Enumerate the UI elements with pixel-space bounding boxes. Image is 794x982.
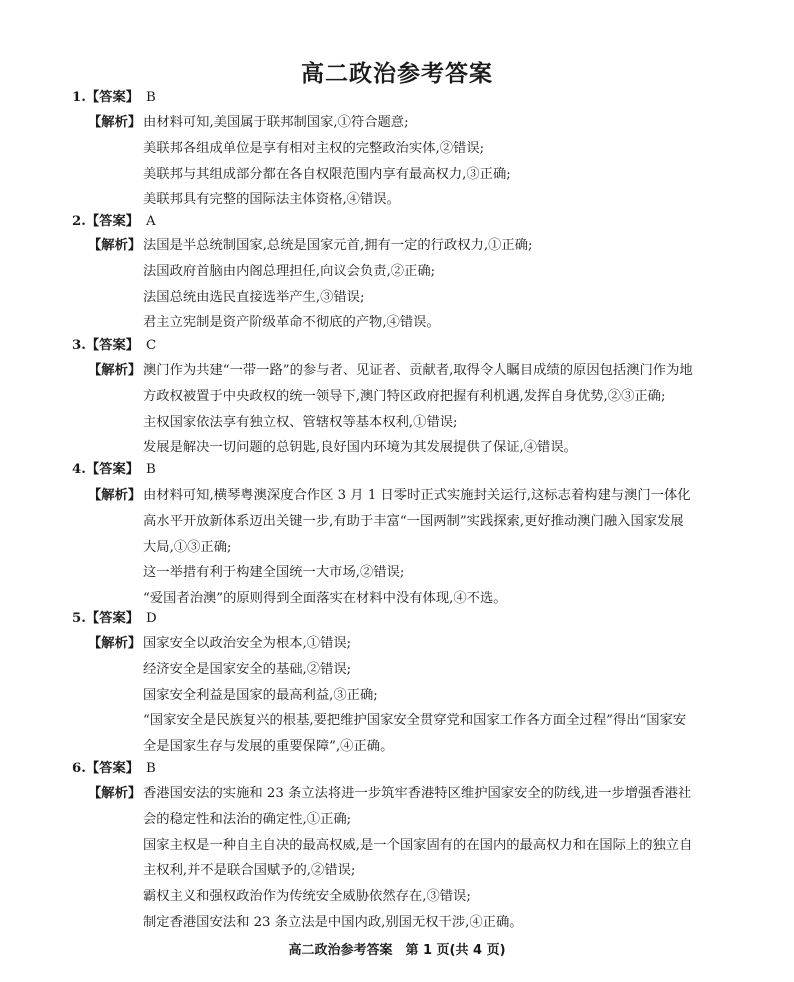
analysis-line: 由材料可知,美国属于联邦制国家,①符合题意; xyxy=(143,115,409,130)
analysis-label: 【解析】 xyxy=(88,238,142,253)
question-1-analysis xyxy=(88,110,754,213)
question-6-answer-row xyxy=(72,757,752,781)
analysis-line: 制定香港国安法和 23 条立法是中国内政,别国无权干涉,④正确。 xyxy=(143,914,523,930)
question-4-answer-row xyxy=(72,458,752,482)
analysis-label: 【解析】 xyxy=(88,786,142,801)
analysis-label: 【解析】 xyxy=(88,488,142,503)
analysis-label: 【解析】 xyxy=(88,636,142,651)
analysis-line: 方政权被置于中央政权的统一领导下,澳门特区政府把握有利机遇,发挥自身优势,②③正确; xyxy=(143,388,666,404)
page-title: 高二政治参考答案 xyxy=(301,61,493,87)
analysis-line: 由材料可知,横琴粤澳深度合作区 3 月 1 日零时正式实施封关运行,这标志着构建与澳门一体化 xyxy=(143,488,691,503)
answer-label: 【答案】 xyxy=(85,214,140,229)
analysis-line: 经济安全是国家安全的基础,②错误; xyxy=(143,661,352,677)
analysis-line: 法国政府首脑由内阁总理担任,向议会负责,②正确; xyxy=(143,263,436,279)
analysis-line: 发展是解决一切问题的总钥匙,良好国内环境为其发展提供了保证,④错误。 xyxy=(143,440,577,456)
analysis-line: 大局,①③正确; xyxy=(143,539,232,555)
answer-letter: D xyxy=(146,611,157,626)
analysis-line: 国家主权是一种自主自决的最高权威,是一个国家固有的在国内的最高权力和在国际上的独立自 xyxy=(143,837,693,853)
question-4-analysis xyxy=(88,483,754,612)
analysis-line: 香港国安法的实施和 23 条立法将进一步筑牢香港特区维护国家安全的防线,进一步增强香港社 xyxy=(143,786,692,801)
analysis-line: 美联邦与其组成部分都在各自权限范围内享有最高权力,③正确; xyxy=(143,166,511,182)
question-number: 4. xyxy=(72,462,86,477)
analysis-line: “国家安全是民族复兴的根基,要把维护国家安全贯穿党和国家工作各方面全过程”得出“国家安 xyxy=(143,713,687,729)
analysis-line: 霸权主义和强权政治作为传统安全威胁依然存在,③错误; xyxy=(143,889,471,905)
answer-letter: C xyxy=(146,338,157,353)
analysis-label: 【解析】 xyxy=(88,115,142,130)
analysis-line: 美联邦各组成单位是享有相对主权的完整政治实体,②错误; xyxy=(143,140,485,156)
answer-letter: B xyxy=(146,761,156,776)
question-number: 1. xyxy=(72,90,86,105)
question-5-analysis xyxy=(88,631,754,760)
analysis-line: 会的稳定性和法治的确定性,①正确; xyxy=(143,811,352,827)
analysis-line: 国家安全利益是国家的最高利益,③正确; xyxy=(143,687,378,703)
question-number: 6. xyxy=(72,761,86,776)
answer-label: 【答案】 xyxy=(85,90,140,105)
question-number: 3. xyxy=(72,338,86,353)
analysis-line: 君主立宪制是资产阶级革命不彻底的产物,④错误。 xyxy=(143,315,440,331)
question-2-answer-row xyxy=(72,210,752,234)
question-6-analysis xyxy=(88,781,754,936)
page-footer: 高二政治参考答案 第 1 页(共 4 页) xyxy=(288,943,506,958)
analysis-line: 法国是半总统制国家,总统是国家元首,拥有一定的行政权力,①正确; xyxy=(143,238,533,253)
analysis-line: 主权利,并不是联合国赋予的,②错误; xyxy=(143,863,356,879)
answer-letter: A xyxy=(146,214,156,229)
answer-label: 【答案】 xyxy=(85,761,140,776)
question-5-answer-row xyxy=(72,607,752,631)
analysis-line: 高水平开放新体系迈出关键一步,有助于丰富“一国两制”实践探索,更好推动澳门融入国家发展 xyxy=(143,513,684,529)
analysis-line: 国家安全以政治安全为根本,①错误; xyxy=(143,636,352,651)
question-number: 2. xyxy=(72,214,86,229)
analysis-label: 【解析】 xyxy=(88,363,142,378)
question-number: 5. xyxy=(72,611,86,626)
analysis-line: 主权国家依法享有独立权、管辖权等基本权利,①错误; xyxy=(143,414,458,430)
question-1-answer-row xyxy=(72,86,752,110)
analysis-line: 澳门作为共建“一带一路”的参与者、见证者、贡献者,取得令人瞩目成绩的原因包括澳门作为地 xyxy=(143,363,693,378)
answer-letter: B xyxy=(146,462,156,477)
question-2-analysis xyxy=(88,233,754,336)
answer-label: 【答案】 xyxy=(85,611,140,626)
analysis-line: 美联邦具有完整的国际法主体资格,④错误。 xyxy=(143,192,400,208)
analysis-line: 这一举措有利于构建全国统一大市场,②错误; xyxy=(143,565,405,581)
question-3-answer-row xyxy=(72,334,752,358)
answer-label: 【答案】 xyxy=(85,462,140,477)
analysis-line: 法国总统由选民直接选举产生,③错误; xyxy=(143,289,365,305)
analysis-line: 全是国家生存与发展的重要保障”,④正确。 xyxy=(143,739,394,755)
answer-label: 【答案】 xyxy=(85,338,140,353)
question-3-analysis xyxy=(88,358,754,461)
analysis-line: “爱国者治澳”的原则得到全面落实在材料中没有体现,④不选。 xyxy=(143,591,507,607)
answer-letter: B xyxy=(146,90,156,105)
